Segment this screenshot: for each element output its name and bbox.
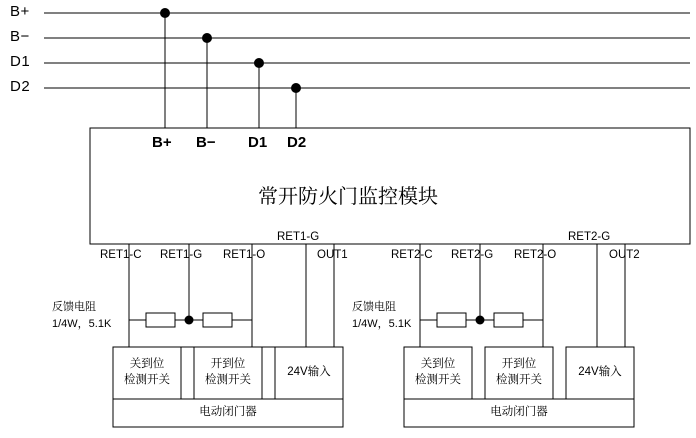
resistor-left-1 [146, 313, 175, 327]
module-title: 常开防火门监控模块 [258, 186, 438, 208]
resistor-note-right-line1: 反馈电阻 [352, 301, 396, 313]
box-label-24v-left-line1: 24V输入 [287, 366, 331, 379]
box-label-open-switch-left [194, 347, 262, 399]
terminal-label-ret1-o: RET1-O [223, 249, 266, 261]
box-label-open-switch-right [485, 347, 553, 399]
box-label-open-switch-right-line1: 开到位 [501, 358, 537, 371]
resistor-note-left [52, 299, 111, 332]
resistor-note-left-line2: 1/4W，5.1K [52, 317, 112, 330]
resistor-left-2 [203, 313, 232, 327]
terminal-label-ret1-g: RET1-G [160, 249, 203, 261]
box-label-open-switch-right-line2: 检测开关 [496, 374, 542, 386]
box-label-24v-right [566, 347, 634, 399]
box-label-close-switch-right-line2: 检测开关 [415, 374, 461, 386]
box-label-close-switch-right [404, 347, 472, 399]
box-label-24v-left [275, 347, 343, 399]
resistor-note-left-line1: 反馈电阻 [52, 301, 96, 313]
resistor-right-1 [437, 313, 466, 327]
terminal-label-ret2-g: RET2-G [451, 249, 494, 261]
bus-label-bminus: B− [10, 28, 30, 45]
bus-label-bplus: B+ [10, 3, 30, 20]
terminal-label-ret2-o: RET2-O [514, 249, 557, 261]
box-label-close-switch-left-line1: 关到位 [129, 358, 165, 371]
box-label-close-switch-right-line1: 关到位 [420, 358, 456, 371]
box-label-open-switch-left-line2: 检测开关 [205, 374, 251, 386]
terminal-label-out1: OUT1 [317, 249, 348, 261]
box-label-device-left [113, 399, 343, 427]
bus-label-d1: D1 [10, 53, 31, 70]
terminal-label-ret1-gnd: RET1-G [277, 231, 320, 243]
pin-label-bminus: B− [196, 134, 216, 151]
resistor-note-right [352, 299, 411, 332]
box-label-close-switch-left-line2: 检测开关 [124, 374, 170, 386]
bus-label-d2: D2 [10, 78, 31, 95]
box-label-close-switch-left [113, 347, 181, 399]
junction-dots [160, 8, 301, 93]
terminal-label-ret2-c: RET2-C [391, 249, 433, 261]
pin-label-bplus: B+ [152, 134, 172, 151]
resistor-note-right-line2: 1/4W，5.1K [352, 317, 412, 330]
box-label-open-switch-left-line1: 开到位 [210, 358, 246, 371]
terminal-label-ret1-c: RET1-C [100, 249, 142, 261]
box-label-device-right [404, 399, 634, 427]
pin-label-d1: D1 [248, 134, 268, 151]
box-label-device-left-text: 电动闭门器 [199, 406, 257, 419]
terminal-label-out2: OUT2 [609, 249, 640, 261]
pin-label-d2: D2 [287, 134, 307, 151]
resistor-right-2 [494, 313, 523, 327]
box-label-24v-right-line1: 24V输入 [578, 366, 622, 379]
terminal-label-ret2-gnd: RET2-G [568, 231, 611, 243]
box-label-device-right-text: 电动闭门器 [490, 406, 548, 419]
